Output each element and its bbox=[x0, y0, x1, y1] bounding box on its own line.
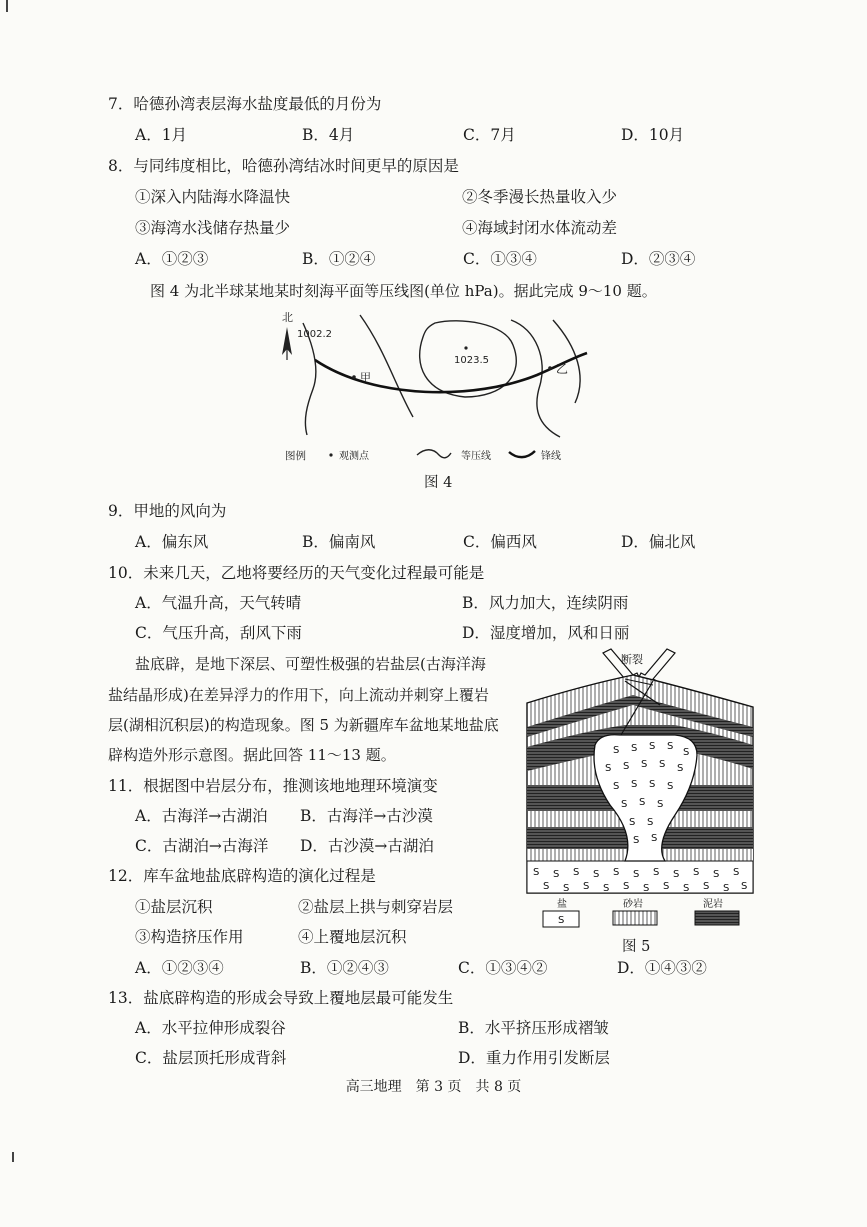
svg-text:S: S bbox=[733, 867, 740, 878]
q12-item-3: ③构造挤压作用 bbox=[135, 928, 244, 946]
svg-text:S: S bbox=[603, 883, 610, 894]
q10-option-d: D．湿度增加，风和日丽 bbox=[462, 624, 630, 642]
legend-mud-label: 泥岩 bbox=[703, 899, 723, 910]
svg-text:S: S bbox=[663, 881, 670, 892]
north-label: 北 bbox=[282, 311, 293, 324]
fig5-caption: 图 5 bbox=[622, 939, 651, 955]
svg-text:S: S bbox=[677, 763, 684, 774]
q8-option-c: C．①③④ bbox=[463, 250, 537, 268]
svg-text:S: S bbox=[703, 881, 710, 892]
point-jia-marker bbox=[352, 375, 356, 379]
svg-text:S: S bbox=[639, 797, 646, 808]
fig5-salt-diapir bbox=[525, 645, 755, 935]
q12-option-b: B．①②④③ bbox=[300, 959, 389, 977]
scan-mark-top bbox=[6, 0, 8, 12]
svg-text:S: S bbox=[649, 779, 656, 790]
legend-point-label: 观测点 bbox=[339, 451, 369, 462]
svg-text:S: S bbox=[683, 883, 690, 894]
svg-text:S: S bbox=[553, 869, 560, 880]
legend-salt-symbol: S bbox=[558, 915, 565, 926]
q7-option-c: C．7月 bbox=[463, 126, 516, 144]
q8-item-3: ③海湾水浅储存热量少 bbox=[135, 219, 291, 237]
isobar-2 bbox=[360, 315, 413, 417]
q8-item-1: ①深入内陆海水降温快 bbox=[135, 188, 291, 206]
passage-line-3: 层(湖相沉积层)的构造现象。图 5 为新疆库车盆地某地盐底 bbox=[108, 716, 499, 734]
svg-text:S: S bbox=[583, 881, 590, 892]
passage-line-2: 盐结晶形成)在差异浮力的作用下，向上流动并刺穿上覆岩 bbox=[108, 686, 489, 704]
svg-text:S: S bbox=[623, 881, 630, 892]
q9-option-b: B．偏南风 bbox=[302, 533, 376, 551]
scan-mark-bottom bbox=[12, 1152, 14, 1162]
legend-point-icon bbox=[329, 453, 332, 456]
q10-option-a: A．气温升高，天气转晴 bbox=[135, 594, 302, 612]
svg-text:S: S bbox=[657, 799, 664, 810]
passage-line-1: 盐底辟，是地下深层、可塑性极强的岩盐层(古海洋海 bbox=[135, 655, 486, 673]
q13-option-d: D．重力作用引发断层 bbox=[458, 1049, 610, 1067]
legend-front-icon bbox=[509, 451, 535, 457]
svg-text:S: S bbox=[633, 835, 640, 846]
svg-text:S: S bbox=[649, 741, 656, 752]
q8-option-a: A．①②③ bbox=[135, 250, 209, 268]
q9-option-a: A．偏东风 bbox=[135, 533, 209, 551]
svg-text:S: S bbox=[613, 745, 620, 756]
q12-item-1: ①盐层沉积 bbox=[135, 898, 213, 916]
fig4-intro: 图 4 为北半球某地某时刻海平面等压线图(单位 hPa)。据此完成 9～10 题。 bbox=[150, 282, 657, 300]
q13-stem: 13．盐底辟构造的形成会导致上覆地层最可能发生 bbox=[108, 989, 454, 1007]
q11-option-d: D．古沙漠→古湖泊 bbox=[300, 837, 434, 855]
svg-text:S: S bbox=[693, 867, 700, 878]
q8-stem: 8．与同纬度相比，哈德孙湾结冰时间更早的原因是 bbox=[108, 157, 459, 175]
svg-text:S: S bbox=[667, 741, 674, 752]
q11-stem: 11．根据图中岩层分布，推测该地地理环境演变 bbox=[108, 777, 438, 795]
svg-text:S: S bbox=[623, 761, 630, 772]
q8-item-4: ④海域封闭水体流动差 bbox=[462, 219, 618, 237]
svg-text:S: S bbox=[643, 883, 650, 894]
q10-option-b: B．风力加大，连续阴雨 bbox=[462, 594, 629, 612]
q8-item-2: ②冬季漫长热量收入少 bbox=[462, 188, 618, 206]
point-yi-marker bbox=[548, 366, 552, 370]
page-footer: 高三地理 第 3 页 共 8 页 bbox=[345, 1079, 522, 1095]
svg-text:S: S bbox=[667, 781, 674, 792]
q13-option-b: B．水平挤压形成褶皱 bbox=[458, 1019, 609, 1037]
isobar-label-1002: 1002.2 bbox=[297, 329, 332, 340]
legend-front-label: 锋线 bbox=[541, 451, 561, 462]
svg-text:S: S bbox=[605, 763, 612, 774]
high-center-point bbox=[464, 346, 467, 349]
svg-text:S: S bbox=[713, 869, 720, 880]
svg-text:S: S bbox=[653, 867, 660, 878]
legend-mud-box bbox=[695, 911, 739, 925]
svg-text:S: S bbox=[641, 759, 648, 770]
svg-text:S: S bbox=[631, 743, 638, 754]
passage-line-4: 辟构造外形示意图。据此回答 11～13 题。 bbox=[108, 746, 396, 764]
isobar-3 bbox=[511, 320, 560, 437]
svg-text:S: S bbox=[631, 779, 638, 790]
svg-text:S: S bbox=[613, 867, 620, 878]
q7-stem: 7．哈德孙湾表层海水盐度最低的月份为 bbox=[108, 95, 382, 113]
q13-option-a: A．水平拉伸形成裂谷 bbox=[135, 1019, 286, 1037]
q7-option-d: D．10月 bbox=[621, 126, 685, 144]
fig4-isobar-map bbox=[275, 305, 595, 465]
legend-isobar-label: 等压线 bbox=[461, 451, 491, 462]
svg-text:S: S bbox=[633, 869, 640, 880]
q13-option-c: C．盐层顶托形成背斜 bbox=[135, 1049, 287, 1067]
point-yi-label: 乙 bbox=[556, 362, 569, 376]
svg-text:S: S bbox=[683, 747, 690, 758]
q10-option-c: C．气压升高，刮风下雨 bbox=[135, 624, 302, 642]
q11-option-b: B．古海洋→古沙漠 bbox=[300, 807, 433, 825]
isobar-label-1023: 1023.5 bbox=[454, 355, 489, 366]
svg-text:S: S bbox=[543, 881, 550, 892]
q9-option-d: D．偏北风 bbox=[621, 533, 696, 551]
q11-option-c: C．古湖泊→古海洋 bbox=[135, 837, 269, 855]
legend-sand-box bbox=[613, 911, 657, 925]
svg-text:S: S bbox=[563, 883, 570, 894]
fig4-caption: 图 4 bbox=[424, 475, 453, 491]
q8-option-b: B．①②④ bbox=[302, 250, 376, 268]
legend-salt-label: 盐 bbox=[557, 899, 567, 910]
q10-stem: 10．未来几天，乙地将要经历的天气变化过程最可能是 bbox=[108, 564, 485, 582]
svg-text:S: S bbox=[659, 759, 666, 770]
svg-text:S: S bbox=[629, 817, 636, 828]
svg-text:S: S bbox=[533, 867, 540, 878]
legend-title: 图例 bbox=[285, 450, 306, 462]
legend-isobar-icon bbox=[417, 450, 451, 458]
point-jia-label: 甲 bbox=[360, 371, 371, 384]
q7-option-a: A．1月 bbox=[135, 126, 188, 144]
svg-text:S: S bbox=[741, 881, 748, 892]
q12-option-d: D．①④③② bbox=[617, 959, 707, 977]
svg-text:S: S bbox=[647, 817, 654, 828]
q9-stem: 9．甲地的风向为 bbox=[108, 502, 227, 520]
q12-item-4: ④上覆地层沉积 bbox=[298, 928, 407, 946]
q12-option-a: A．①②③④ bbox=[135, 959, 224, 977]
front-line bbox=[315, 353, 587, 392]
svg-text:S: S bbox=[613, 781, 620, 792]
q12-option-c: C．①③④② bbox=[458, 959, 548, 977]
svg-text:S: S bbox=[593, 869, 600, 880]
svg-text:S: S bbox=[621, 799, 628, 810]
svg-text:S: S bbox=[673, 869, 680, 880]
svg-text:S: S bbox=[651, 833, 658, 844]
legend-sand-label: 砂岩 bbox=[623, 899, 643, 910]
fault-label: 断裂 bbox=[621, 653, 643, 666]
q8-option-d: D．②③④ bbox=[621, 250, 696, 268]
q7-option-b: B．4月 bbox=[302, 126, 355, 144]
q12-item-2: ②盐层上拱与刺穿岩层 bbox=[298, 898, 454, 916]
svg-text:S: S bbox=[573, 867, 580, 878]
q12-stem: 12．库车盆地盐底辟构造的演化过程是 bbox=[108, 867, 376, 885]
q11-option-a: A．古海洋→古湖泊 bbox=[135, 807, 268, 825]
svg-text:S: S bbox=[723, 883, 730, 894]
q9-option-c: C．偏西风 bbox=[463, 533, 537, 551]
